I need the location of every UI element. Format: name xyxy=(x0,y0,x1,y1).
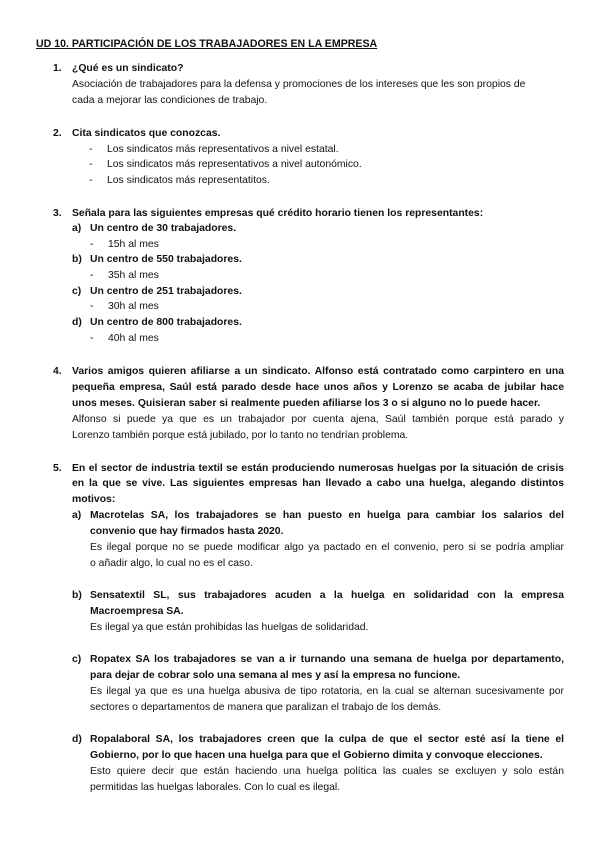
question-number: 3. xyxy=(53,208,62,219)
sub-letter: b) xyxy=(72,254,82,265)
question-line: en la que se vive. Las siguientes empresas han llevado a cabo una huelga, alegando distintos xyxy=(72,478,564,489)
question-number: 1. xyxy=(53,63,62,74)
question-text: Cita sindicatos que conozcas. xyxy=(72,128,221,139)
sub-letter: c) xyxy=(72,286,82,297)
sub-answer-line: Es ilegal porque no se puede modificar algo ya pactado en el convenio, pero si se podría ampliar xyxy=(90,542,564,553)
question-text: Señala para las siguientes empresas qué crédito horario tienen los representantes: xyxy=(72,208,484,219)
sub-question-line: Macroempresa SA. xyxy=(90,606,184,617)
sub-letter: a) xyxy=(72,223,82,234)
answer-line: Alfonso si puede ya que es un trabajador por cuenta ajena, Saúl también porque está parado y xyxy=(72,414,564,425)
bullet-dash: - xyxy=(90,270,94,281)
sub-question: Un centro de 251 trabajadores. xyxy=(90,286,242,297)
bullet-dash: - xyxy=(90,333,94,344)
sub-letter: d) xyxy=(72,317,82,328)
sub-answer-line: permitidas las huelgas laborales. Con lo cual es ilegal. xyxy=(90,782,341,793)
answer-line: cada a mejorar las condiciones de trabajo. xyxy=(72,95,268,106)
bullet-dash: - xyxy=(89,144,93,155)
answer-line: Lorenzo también porque está jubilado, por lo tanto no tendrían problema. xyxy=(72,430,409,441)
bullet-dash: - xyxy=(90,239,94,250)
question-line: pequeña empresa, Saúl está parado desde hace unos años y Lorenzo se acaba de jubilar hace xyxy=(72,382,564,393)
sub-answer: 30h al mes xyxy=(108,301,159,312)
sub-letter: c) xyxy=(72,654,82,665)
sub-question-line: Ropalaboral SA, los trabajadores creen que la culpa de que el sector esté así la tiene el xyxy=(90,734,564,745)
sub-letter: b) xyxy=(72,590,82,601)
sub-question-line: Gobierno, por lo que hacen una huelga para que el Gobierno dimita y convoque elecciones. xyxy=(90,750,543,761)
sub-letter: d) xyxy=(72,734,82,745)
bullet-dash: - xyxy=(89,175,93,186)
bullet-dash: - xyxy=(90,301,94,312)
question-number: 2. xyxy=(53,128,62,139)
sub-question: Un centro de 800 trabajadores. xyxy=(90,317,242,328)
sub-answer-line: Es ilegal ya que están prohibidas las huelgas de solidaridad. xyxy=(90,622,369,633)
sub-question-line: Sensatextil SL, sus trabajadores acuden a la huelga en solidaridad con la empresa xyxy=(90,590,564,601)
question-number: 5. xyxy=(53,463,62,474)
question-number: 4. xyxy=(53,366,62,377)
sub-question-line: Macrotelas SA, los trabajadores se han puesto en huelga para cambiar los salarios del xyxy=(90,510,564,521)
sub-answer-line: Es ilegal ya que es una huelga abusiva de tipo rotatoria, en la cual se alternan sucesivamente por xyxy=(90,686,564,697)
question-line: unos meses. Quisieran saber si realmente pueden afiliarse los 3 o si alguno no lo puede hacer. xyxy=(72,398,541,409)
answer-line: Asociación de trabajadores para la defensa y promociones de los intereses que les son propios de xyxy=(72,79,526,90)
sub-answer: 35h al mes xyxy=(108,270,159,281)
sub-answer: 40h al mes xyxy=(108,333,159,344)
sub-question-line: convenio que hay firmados hasta 2020. xyxy=(90,526,284,537)
question-line: En el sector de industria textil se están produciendo numerosas huelgas por la situación de crisis xyxy=(72,463,564,474)
sub-answer: 15h al mes xyxy=(108,239,159,250)
sub-letter: a) xyxy=(72,510,82,521)
sub-answer-line: Esto quiere decir que están haciendo una huelga política las cuales se excluyen y solo están xyxy=(90,766,564,777)
sub-answer-line: o añadir algo, lo cual no es el caso. xyxy=(90,558,253,569)
sub-question-line: Ropatex SA los trabajadores se van a ir turnando una semana de huelga por departamento, xyxy=(90,654,564,665)
list-item: Los sindicatos más representatitos. xyxy=(107,175,270,186)
list-item: Los sindicatos más representativos a nivel estatal. xyxy=(107,144,339,155)
question-text: ¿Qué es un sindicato? xyxy=(72,63,184,74)
document-title: UD 10. PARTICIPACIÓN DE LOS TRABAJADORES EN LA EMPRESA xyxy=(36,38,378,50)
sub-question-line: para dejar de cobrar solo una semana al mes y así la empresa no funcione. xyxy=(90,670,461,681)
sub-question: Un centro de 550 trabajadores. xyxy=(90,254,242,265)
bullet-dash: - xyxy=(89,159,93,170)
question-line: Varios amigos quieren afiliarse a un sindicato. Alfonso está contratado como carpintero en una xyxy=(72,366,564,377)
list-item: Los sindicatos más representativos a nivel autonómico. xyxy=(107,159,362,170)
sub-answer-line: sectores o departamentos de manera que paralizan el trabajo de los demás. xyxy=(90,702,442,713)
question-line: motivos: xyxy=(72,494,116,505)
sub-question: Un centro de 30 trabajadores. xyxy=(90,223,237,234)
